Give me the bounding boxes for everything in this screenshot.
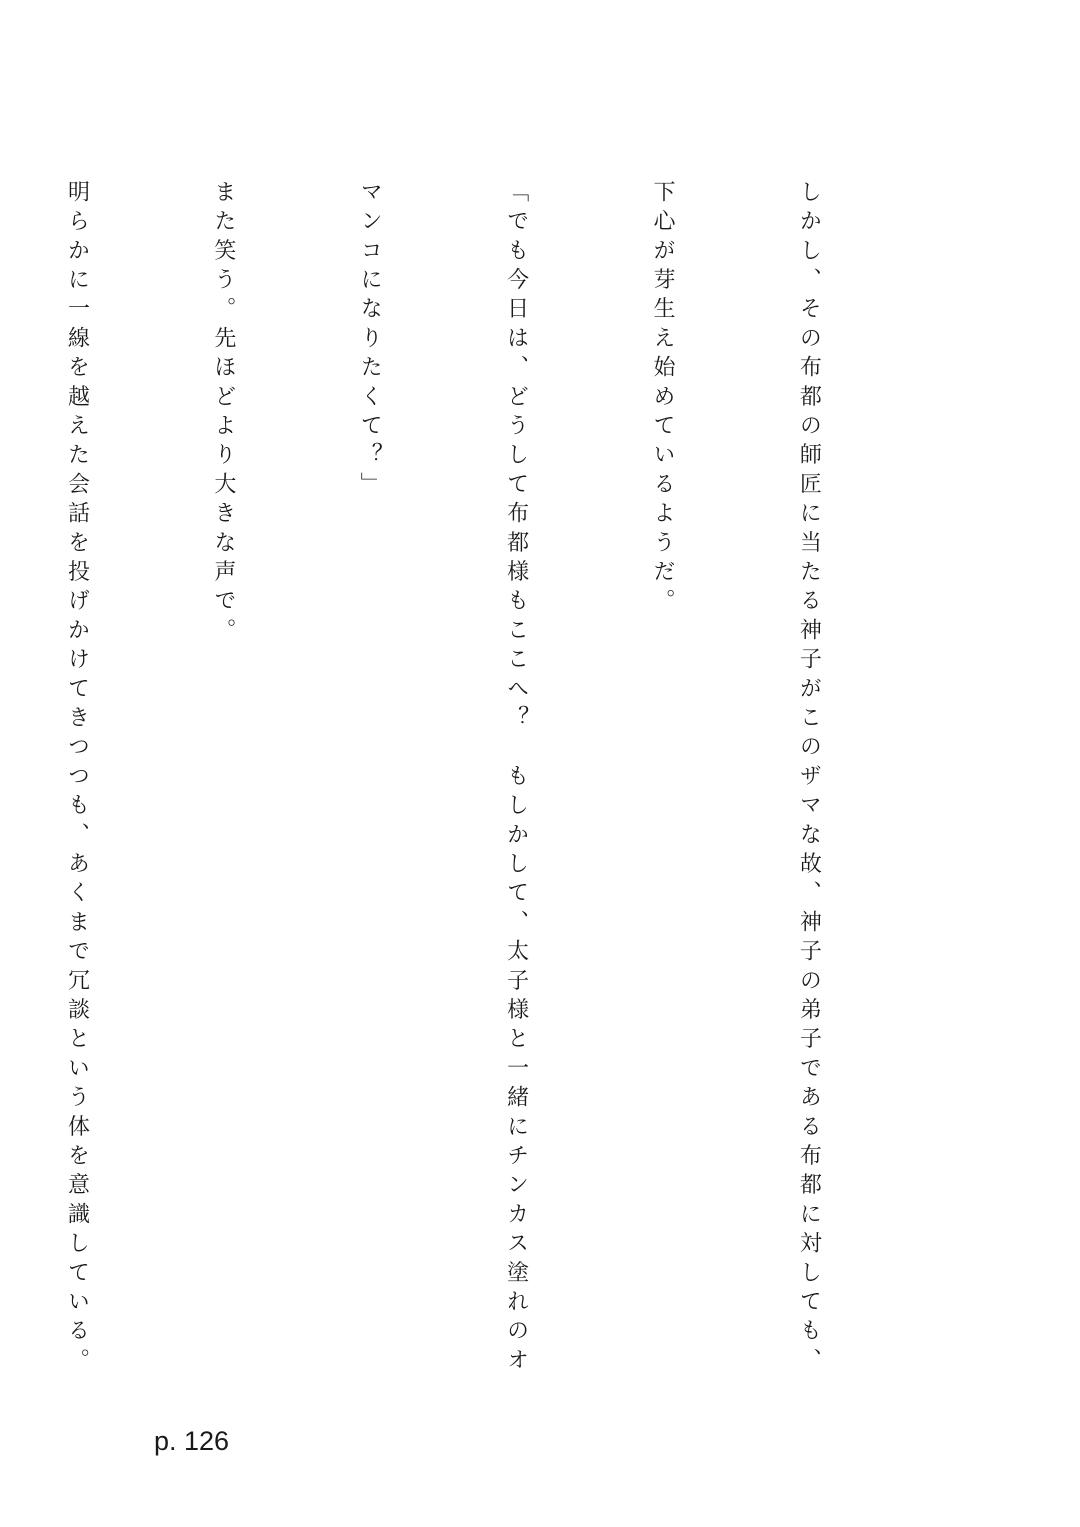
text-line: 明らかに一線を越えた会話を投げかけてきつつも、あくまで冗談という体を意識している。	[64, 180, 90, 1378]
text-line: しかし、その布都の師匠に当たる神子がこのザマな故、神子の弟子である布都に対しても、	[796, 180, 822, 1378]
text-line: また笑う。先ほどより大きな声で。	[210, 180, 236, 648]
text-line: 下心が芽生え始めているようだ。	[650, 180, 676, 618]
text-line: マンコになりたくて？」	[357, 180, 383, 502]
text-line: 「でも今日は、どうして布都様もここへ？ もしかして、太子様と一緒にチンカス塗れのオ	[503, 180, 529, 1378]
vertical-text-block	[64, 180, 930, 1378]
page-number: p. 126	[154, 1426, 230, 1456]
